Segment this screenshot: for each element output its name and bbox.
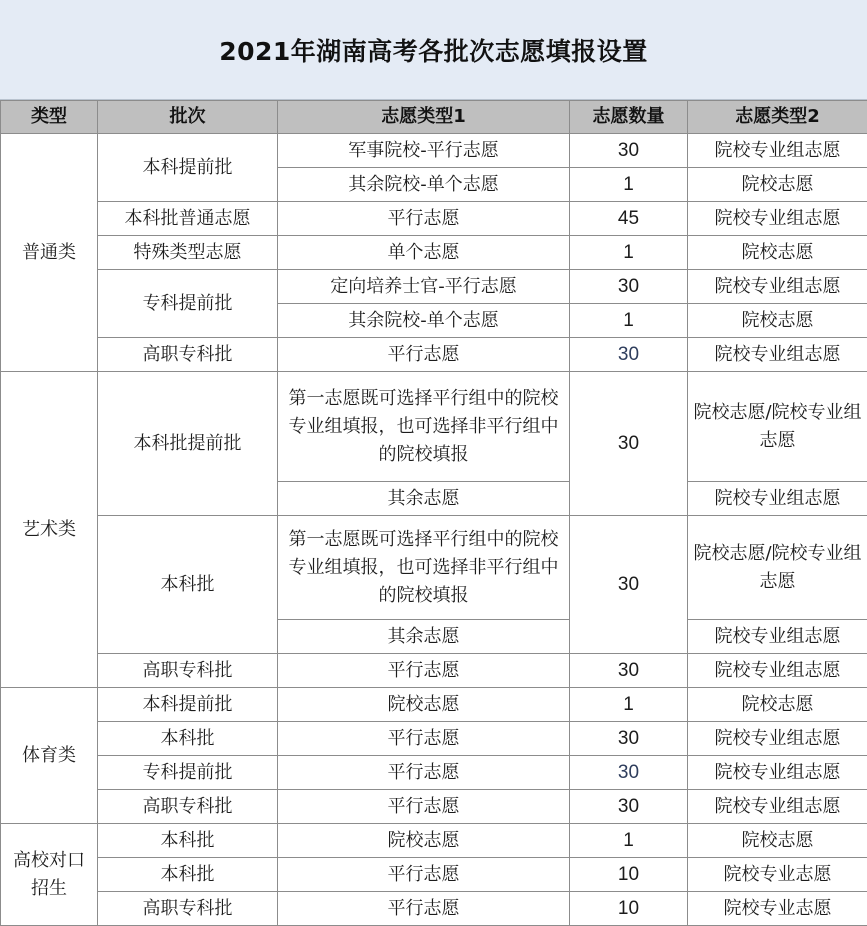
type2-cell: 院校专业组志愿: [688, 482, 867, 516]
table-row: [1, 372, 867, 482]
count-cell: 30: [570, 338, 688, 372]
batch-cell: 本科批: [98, 722, 278, 756]
count-cell: 45: [570, 202, 688, 236]
type1-cell: 平行志愿: [278, 654, 570, 688]
table-row: [1, 688, 867, 722]
table-row: [1, 722, 867, 756]
type1-cell: 军事院校-平行志愿: [278, 134, 570, 168]
table-row: [1, 756, 867, 790]
count-cell: 30: [570, 270, 688, 304]
volunteer-settings-table: [0, 100, 867, 926]
header-type1: 志愿类型1: [278, 101, 570, 134]
type2-cell: 院校专业组志愿: [688, 722, 867, 756]
group-cell: 艺术类: [1, 372, 98, 688]
type2-cell: 院校志愿: [688, 688, 867, 722]
count-cell: 10: [570, 892, 688, 926]
batch-cell: 特殊类型志愿: [98, 236, 278, 270]
batch-cell: 本科批: [98, 858, 278, 892]
table-row: [1, 824, 867, 858]
batch-cell: 本科批提前批: [98, 372, 278, 516]
type2-cell: 院校专业志愿: [688, 892, 867, 926]
table-row: [1, 236, 867, 270]
header-type: 类型: [1, 101, 98, 134]
type1-cell: 院校志愿: [278, 688, 570, 722]
count-cell: 1: [570, 168, 688, 202]
batch-cell: 本科提前批: [98, 688, 278, 722]
count-cell: 1: [570, 304, 688, 338]
type2-cell: 院校专业组志愿: [688, 338, 867, 372]
table-row: [1, 270, 867, 304]
type1-cell: 平行志愿: [278, 756, 570, 790]
type2-cell: 院校志愿: [688, 168, 867, 202]
count-cell: 30: [570, 790, 688, 824]
type1-cell: 第一志愿既可选择平行组中的院校专业组填报，也可选择非平行组中的院校填报: [278, 516, 570, 620]
header-row: [1, 101, 867, 134]
table-row: [1, 516, 867, 620]
batch-cell: 专科提前批: [98, 270, 278, 338]
type1-cell: 其余志愿: [278, 620, 570, 654]
type1-cell: 平行志愿: [278, 722, 570, 756]
group-cell: 普通类: [1, 134, 98, 372]
count-cell: 30: [570, 722, 688, 756]
type2-cell: 院校志愿/院校专业组志愿: [688, 372, 867, 482]
count-cell: 1: [570, 824, 688, 858]
type2-cell: 院校专业组志愿: [688, 620, 867, 654]
batch-cell: 高职专科批: [98, 654, 278, 688]
count-cell: 30: [570, 654, 688, 688]
type1-cell: 院校志愿: [278, 824, 570, 858]
type1-cell: 单个志愿: [278, 236, 570, 270]
type2-cell: 院校志愿: [688, 824, 867, 858]
type1-cell: 其余志愿: [278, 482, 570, 516]
type2-cell: 院校志愿: [688, 304, 867, 338]
type1-cell: 平行志愿: [278, 858, 570, 892]
type1-cell: 平行志愿: [278, 790, 570, 824]
batch-cell: 本科提前批: [98, 134, 278, 202]
type2-cell: 院校专业组志愿: [688, 202, 867, 236]
type2-cell: 院校专业组志愿: [688, 270, 867, 304]
count-cell: 30: [570, 756, 688, 790]
type2-cell: 院校专业组志愿: [688, 654, 867, 688]
group-cell: 体育类: [1, 688, 98, 824]
table-row: [1, 654, 867, 688]
group-cell: 高校对口招生: [1, 824, 98, 926]
batch-cell: 高职专科批: [98, 790, 278, 824]
batch-cell: 专科提前批: [98, 756, 278, 790]
table-row: [1, 892, 867, 926]
type1-cell: 其余院校-单个志愿: [278, 168, 570, 202]
page-title: 2021年湖南高考各批次志愿填报设置: [0, 0, 867, 100]
type1-cell: 第一志愿既可选择平行组中的院校专业组填报，也可选择非平行组中的院校填报: [278, 372, 570, 482]
table-row: [1, 134, 867, 168]
table-row: [1, 790, 867, 824]
type1-cell: 平行志愿: [278, 202, 570, 236]
type2-cell: 院校志愿: [688, 236, 867, 270]
header-batch: 批次: [98, 101, 278, 134]
type2-cell: 院校志愿/院校专业组志愿: [688, 516, 867, 620]
batch-cell: 高职专科批: [98, 338, 278, 372]
type1-cell: 平行志愿: [278, 892, 570, 926]
type2-cell: 院校专业组志愿: [688, 134, 867, 168]
header-count: 志愿数量: [570, 101, 688, 134]
batch-cell: 本科批普通志愿: [98, 202, 278, 236]
count-cell: 10: [570, 858, 688, 892]
table-row: [1, 338, 867, 372]
type1-cell: 其余院校-单个志愿: [278, 304, 570, 338]
type2-cell: 院校专业组志愿: [688, 756, 867, 790]
batch-cell: 本科批: [98, 516, 278, 654]
count-cell: 30: [570, 372, 688, 516]
batch-cell: 高职专科批: [98, 892, 278, 926]
table-row: [1, 858, 867, 892]
type2-cell: 院校专业志愿: [688, 858, 867, 892]
header-type2: 志愿类型2: [688, 101, 867, 134]
count-cell: 1: [570, 236, 688, 270]
type2-cell: 院校专业组志愿: [688, 790, 867, 824]
type1-cell: 平行志愿: [278, 338, 570, 372]
count-cell: 30: [570, 516, 688, 654]
count-cell: 1: [570, 688, 688, 722]
table-row: [1, 202, 867, 236]
type1-cell: 定向培养士官-平行志愿: [278, 270, 570, 304]
count-cell: 30: [570, 134, 688, 168]
batch-cell: 本科批: [98, 824, 278, 858]
